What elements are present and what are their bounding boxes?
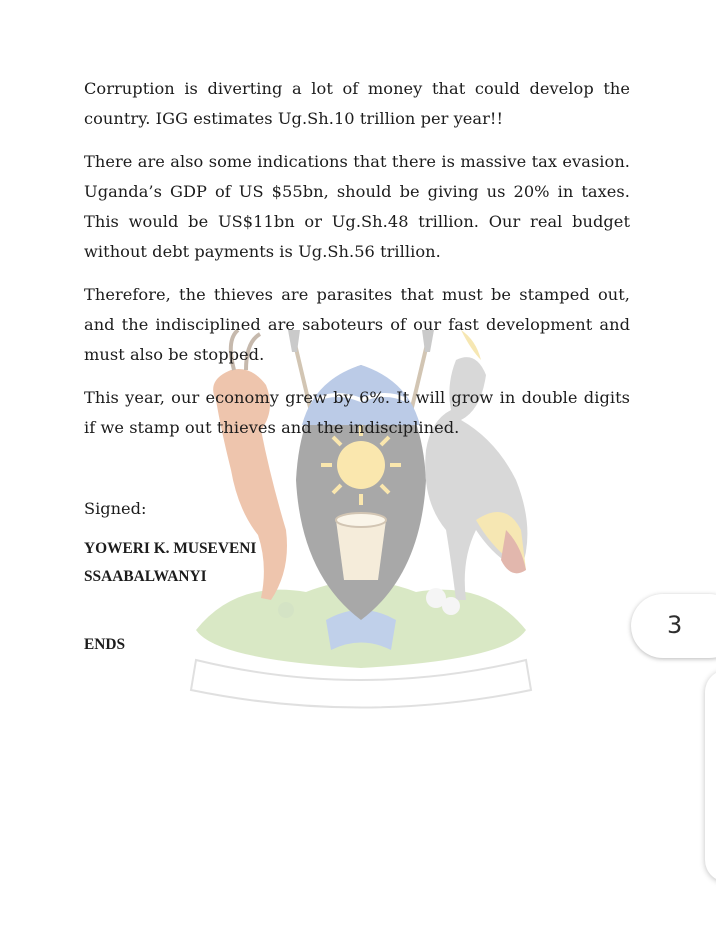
page-number-badge[interactable] [631, 594, 716, 658]
paragraph-economy: This year, our economy grew by 6%. It will grow in double digits if we stamp out thieves and the indisciplined. [84, 388, 630, 437]
paragraph-corruption: Corruption is diverting a lot of money that could develop the country. IGG estimates Ug.Sh.10 trillion per year!! [84, 79, 630, 128]
signatory-title: SSAABALWANYI [84, 568, 207, 585]
paragraph-tax-evasion: There are also some indications that there is massive tax evasion. Uganda’s GDP of US $55bn, should be giving us 20% in taxes. This would be US$11bn or Ug.Sh.48 trillion. Our real budget without debt payments is Ug.Sh.56 trillion. [84, 152, 630, 261]
document-body [84, 74, 630, 456]
paragraph-thieves: Therefore, the thieves are parasites that must be stamped out, and the indisciplined are saboteurs of our fast development and must also be stopped. [84, 285, 630, 364]
side-panel-handle[interactable] [705, 670, 716, 882]
page-number: 3 [667, 611, 683, 639]
signed-label: Signed: [84, 499, 147, 518]
ends-label: ENDS [84, 636, 126, 653]
signatory-name: YOWERI K. MUSEVENI [84, 540, 257, 557]
